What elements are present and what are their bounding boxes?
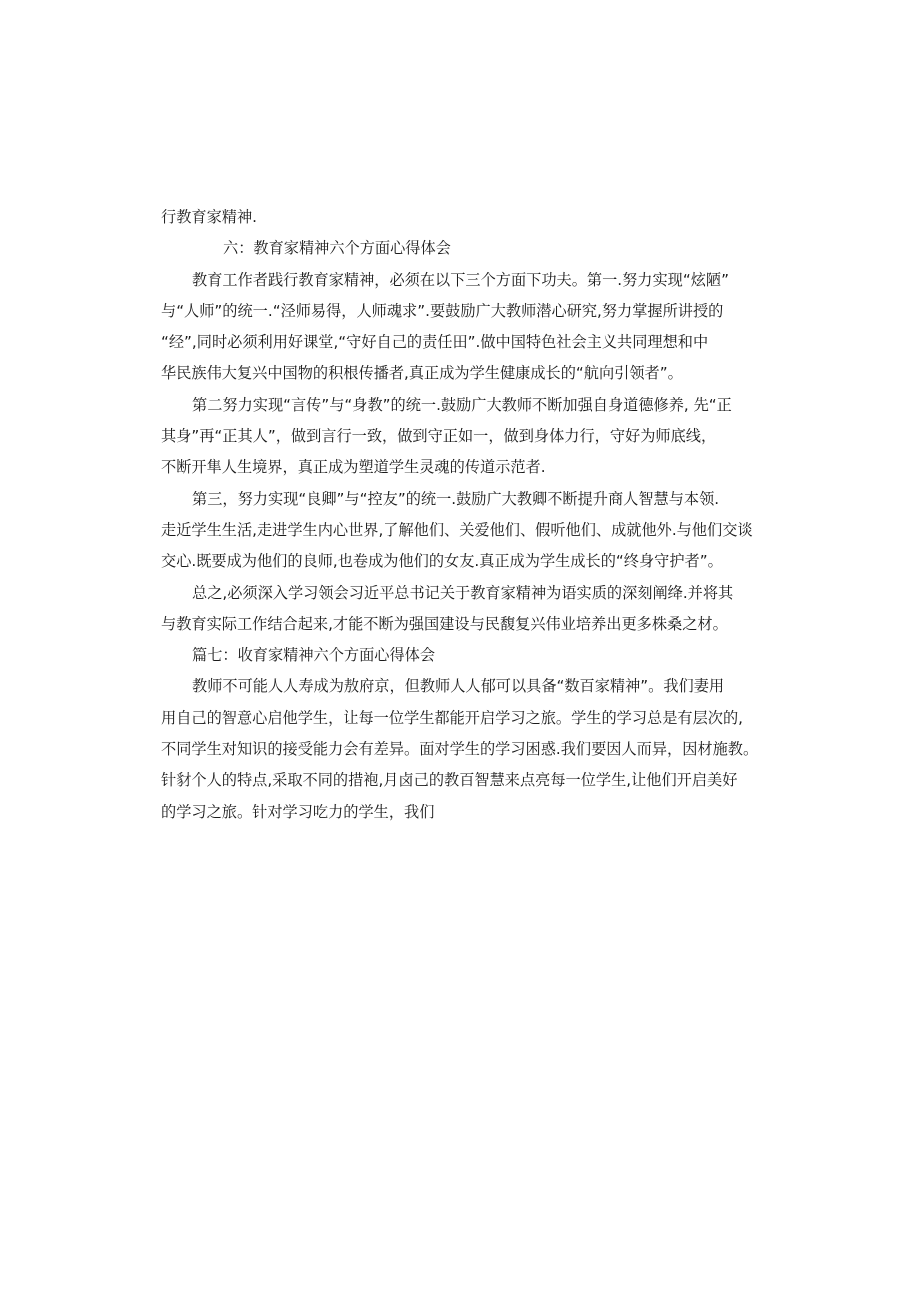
paragraph-line: 不同学生对知识的接受能力会有差异。面对学生的学习困惑.我们要因人而异，因材施教。 <box>161 740 759 759</box>
paragraph-line: 用自己的智意心启他学生，让每一位学生都能开启学习之旅。学生的学习总是有层次的, <box>161 708 743 727</box>
paragraph-line: 交心.既要成为他们的良师,也卷成为他们的女友.真正成为学生成长的“终身守护者”。 <box>161 552 723 571</box>
section-heading: 六：教育家精神六个方面心得体会 <box>223 239 451 258</box>
section-heading: 篇七：收育家精神六个方面心得体会 <box>192 646 435 665</box>
paragraph-line: 教师不可能人人寿成为敖府京，但教师人人郁可以具备“数百家精神”。我们妻用 <box>192 677 725 696</box>
paragraph-line: 的学习之旅。针对学习吃力的学生，我们 <box>161 802 435 821</box>
paragraph-line: 行教育家精神. <box>161 208 257 226</box>
paragraph-line: 与“人师”的统一.“泾师易得，人师魂求”.要鼓励广大教师潜心研究,努力掌握所讲授的 <box>161 301 724 320</box>
paragraph-line: 总之,必须深入学习领会习近平总书记关于教育家精神为语实质的深刻阐绛.并将其 <box>192 583 734 602</box>
paragraph-line: 不断开隼人生境界，真正成为塑道学生灵魂的传道示范者. <box>161 458 546 477</box>
paragraph-line: “经”,同时必须利用好课堂,“守好自己的责任田”.做中国特色社会主义共同理想和中 <box>161 333 709 352</box>
paragraph-line: 教育工作者践行教育家精神，必须在以下三个方面下功夫。第一.努力实现“炫陋” <box>192 270 729 289</box>
paragraph-line: 第二努力实现“言传”与“身教”的统一.鼓励广大教师不断加强自身道德修养, 先“正 <box>192 395 732 414</box>
paragraph-line: 第三，努力实现“良卿”与“控友”的统一.鼓励广大教卿不断提升商人智慧与本领. <box>192 489 720 508</box>
paragraph-line: 其身”再“正其人”，做到言行一致，做到守正如一，做到身体力行，守好为师底线， <box>161 427 717 446</box>
paragraph-line: 针豺个人的特点,采取不同的措袍,月卤己的教百智慧来点亮每一位学生,让他们开启美好 <box>161 771 738 790</box>
paragraph-line: 华民族伟大复兴中国物的积根传播者,真正成为学生健康成长的“航向引领者”。 <box>161 364 683 383</box>
paragraph-line: 走近学生生活,走进学生内心世界,了解他们、关爱他们、假听他们、成就他外.与他们交谈 <box>161 520 753 539</box>
paragraph-line: 与教育实际工作结合起来,才能不断为强国建设与民馥复兴伟业培养出更多株桑之材。 <box>161 614 728 633</box>
document-body <box>161 202 765 828</box>
